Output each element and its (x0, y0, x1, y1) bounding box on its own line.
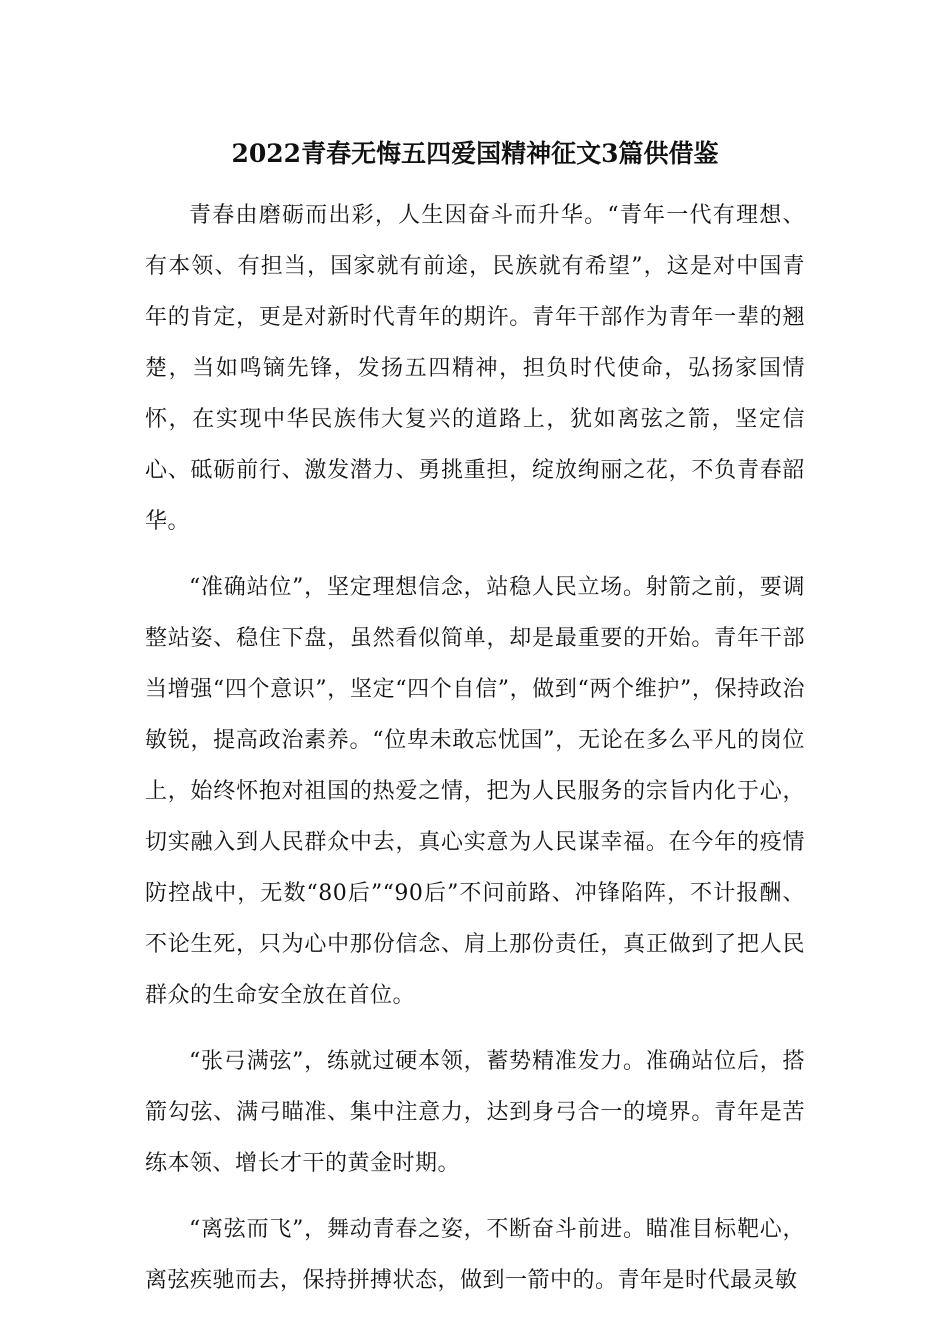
paragraph-accurate-position: “准确站位”，坚定理想信念，站稳人民立场。射箭之前，要调整站姿、稳住下盘，虽然看似简单，却是最重要的开始。青年干部当增强“四个意识”，坚定“四个自信”，做到“两个维护”，保持政治敏锐，提高政治素养。“位卑未敢忘忧国”，无论在多么平凡的岗位上，始终怀抱对祖国的热爱之情，把为人民服务的宗旨内化于心，切实融入到人民群众中去，真心实意为人民谋幸福。在今年的疫情防控战中，无数“80后”“90后”不问前路、冲锋陷阵，不计报酬、不论生死，只为心中那份信念、肩上那份责任，真正做到了把人民群众的生命安全放在首位。 (145, 575, 806, 1008)
document-body (145, 190, 805, 1329)
paragraph-intro: 青春由磨砺而出彩，人生因奋斗而升华。“青年一代有理想、有本领、有担当，国家就有前途，民族就有希望”，这是对中国青年的肯定，更是对新时代青年的期许。青年干部作为青年一辈的翘楚，当如鸣镝先锋，发扬五四精神，担负时代使命，弘扬家国情怀，在实现中华民族伟大复兴的道路上，犹如离弦之箭，坚定信心、砥砺前行、激发潜力、勇挑重担，绽放绚丽之花，不负青春韶华。 (145, 203, 805, 534)
paragraph-draw-bow: “张弓满弦”，练就过硬本领，蓄势精准发力。准确站位后，搭箭勾弦、满弓瞄准、集中注意力，达到身弓合一的境界。青年是苦练本领、增长才干的黄金时期。 (145, 1049, 805, 1176)
document-title: 2022青春无悔五四爱国精神征文3篇供借鉴 (231, 139, 719, 168)
paragraph-arrow-flies: “离弦而飞”，舞动青春之姿，不断奋斗前进。瞄准目标靶心，离弦疾驰而去，保持拼搏状态，做到一箭中的。青年是时代最灵敏 (145, 1217, 805, 1293)
